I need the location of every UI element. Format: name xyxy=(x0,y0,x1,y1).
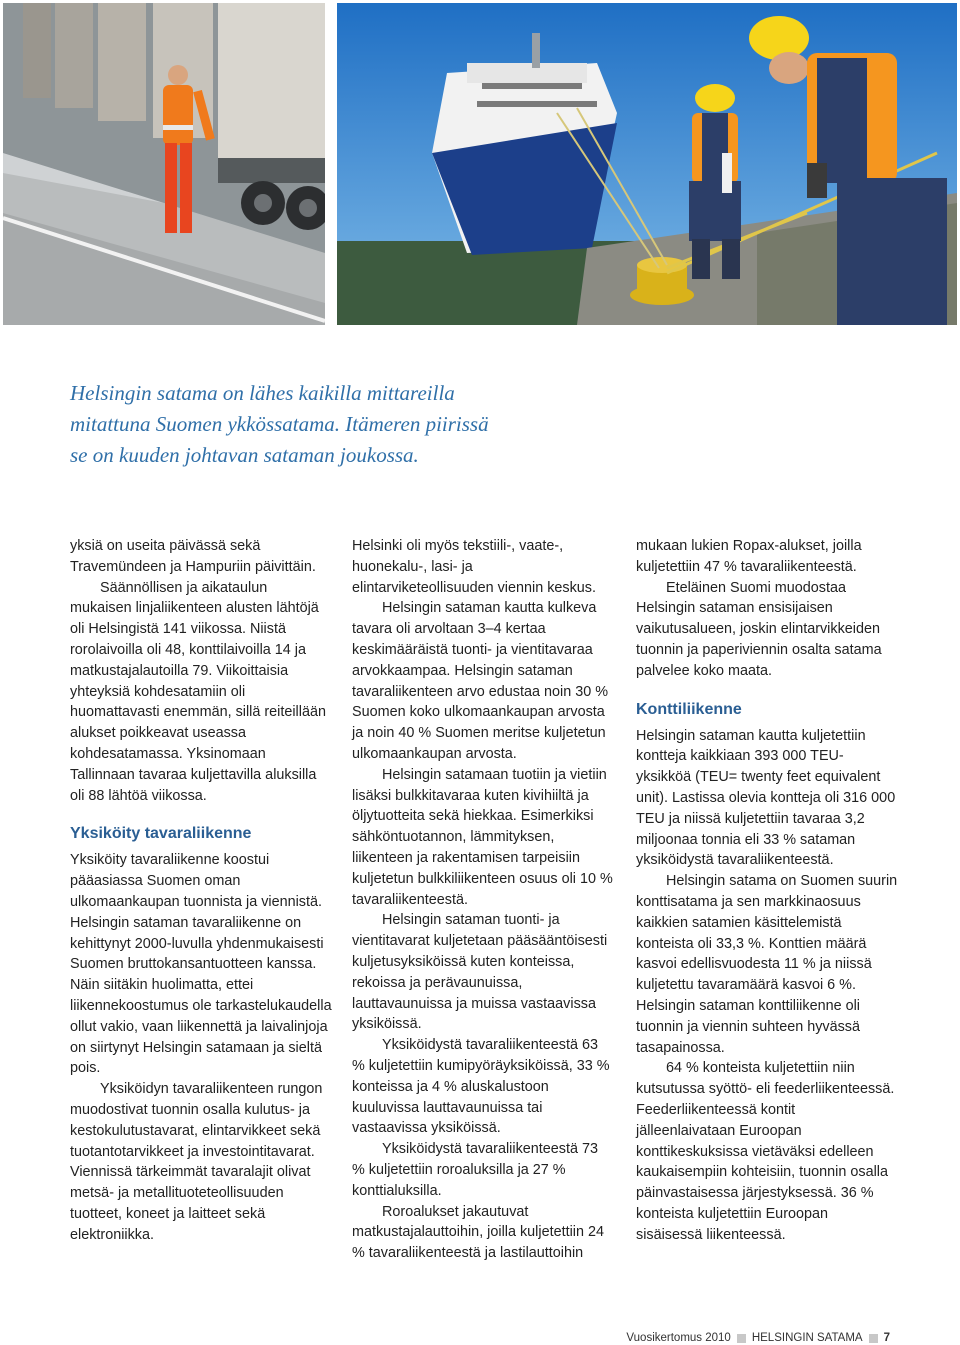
section-heading-konttiliikenne: Konttiliikenne xyxy=(636,700,742,718)
photo-ship-mooring xyxy=(337,3,957,325)
intro-line: Helsingin satama on lähes kaikilla mittareilla xyxy=(70,381,455,405)
paragraph: Helsinki oli myös tekstiili-, vaate-, huonekalu-, lasi- ja elintarviketeollisuuden viennin keskus. xyxy=(352,538,596,596)
paragraph: Helsingin sataman kautta kuljetettiin kontteja kaikkiaan 393 000 TEU-yksikköä (TEU= twenty feet equivalent unit). Lastissa olevia kontteja oli 316 000 TEU ja niissä kuljetettiin tavaraa 3,2 miljoonaa tonnia eli 33 % sataman yksiköidystä tavaraliikenteestä. xyxy=(636,727,896,869)
text-column-2 xyxy=(352,536,614,1264)
text-column-1 xyxy=(70,536,332,1246)
paragraph: Säännöllisen ja aikataulun mukaisen linjaliikenteen alusten lähtöjä oli Helsingistä 141 viikossa. Niistä rorolaivoilla oli 48, konttilaivoilla 14 ja matkustajalautoilla 79. Viikoittaisia yhteyksiä kohdesatamiin oli huomattavasti enemmän, sillä reiteillään alukset poikkeavat useassa kohdesatamassa. Yksinomaan Tallinnaan tavaraa kuljettavilla aluksilla oli 88 lähtöä viikossa. xyxy=(70,579,326,804)
paragraph: Yksiköity tavaraliikenne koostui pääasiassa Suomen oman ulkomaankaupan tuonnista ja viennistä. Helsingin sataman tavaraliikenne on kehittynyt 2000-luvulla yhdenmukaisesti Suomen bruttokansantuotteen kanssa. Näin siitäkin huolimatta, ettei liikennekoostumus ole tarkastelukaudella ollut vakio, vaan liikennettä ja laivalinjoja on siirtynyt Helsingin satamaan ja sieltä pois. xyxy=(70,852,332,1077)
text-column-3 xyxy=(636,536,898,1246)
intro-lead xyxy=(70,378,630,471)
paragraph: Helsingin sataman tuonti- ja vientitavarat kuljetetaan pääsääntöisesti kuljetusyksiköissä kuten konteissa, rekoissa ja perävaunuissa, lauttavaunuissa ja muissa vastaavissa yksiköissä. xyxy=(352,912,608,1033)
paragraph: Yksiköidystä tavaraliikenteestä 73 % kuljetettiin roroaluksilla ja 27 % konttialuksilla. xyxy=(352,1141,598,1199)
section-heading-yksikoity: Yksiköity tavaraliikenne xyxy=(70,825,252,843)
paragraph: Roroalukset jakautuvat matkustajalauttoihin, joilla kuljetettiin 24 % tavaraliikenteestä ja lastilauttoihin xyxy=(352,1203,604,1262)
paragraph: Yksiköidyn tavaraliikenteen rungon muodostivat tuonnin osalla kulutus- ja kestokulutustavarat, elintarvikkeet sekä tuotantotarvikkeet ja investointitavarat. Viennissä tärkeimmät tavaralajit olivat metsä- ja metallituoteteollisuuden tuotteet, koneet ja laitteet sekä elektroniikka. xyxy=(70,1081,323,1243)
paragraph: 64 % konteista kuljetettiin niin kutsutussa syöttö- eli feederliikenteessä. Feederliikenteessä kontit jälleenlaivataan Euroopan konttikeskuksissa vietäväksi edelleen kaukaisempiin kohteisiin, tuonnin osalla päinvastaisessa järjestyksessä. 36 % konteista kuljetettiin Euroopan sisäisessä liikenteessä. xyxy=(636,1060,895,1243)
page-footer xyxy=(626,1331,890,1345)
intro-line: mitattuna Suomen ykkössatama. Itämeren piirissä xyxy=(70,412,489,436)
footer-report-title: Vuosikertomus 2010 xyxy=(626,1332,731,1344)
paragraph: Yksiköidystä tavaraliikenteestä 63 % kuljetettiin kumipyöräyksiköissä, 33 % konteissa ja 4 % aluskalustoon kuuluvissa lauttavaunuissa tai vastaavissa yksiköissä. xyxy=(352,1037,610,1137)
footer-org: HELSINGIN SATAMA xyxy=(751,1332,863,1344)
paragraph: Helsingin satama on Suomen suurin konttisatama ja sen markkinaosuus kaikkien satamien käsittelemistä konteista oli 33,3 %. Konttien määrä kasvoi edellisvuodesta 11 % ja niissä kuljetettu tavaramäärä kasvoi 6 %. Helsingin sataman konttiliikenne oli tuonnin ja viennin suhteen hyvässä tasapainossa. xyxy=(636,873,898,1056)
paragraph: Helsingin sataman kautta kulkeva tavara oli arvoltaan 3–4 kertaa keskimääräistä tuonti- ja vientitavaraa arvokkaampaa. Helsingin sataman tavaraliikenteen arvo edustaa noin 30 % Suomen koko ulkomaankaupan arvosta ja noin 40 % Suomen meritse kuljetetun ulkomaankaupan arvosta. xyxy=(352,600,609,762)
footer-separator xyxy=(869,1334,878,1343)
page-number: 7 xyxy=(883,1332,890,1344)
intro-line: se on kuuden johtavan sataman joukossa. xyxy=(70,443,419,467)
paragraph: Eteläinen Suomi muodostaa Helsingin sataman ensisijaisen vaikutusalueen, joskin elintarvikkeiden tuonnin ja paperiviennin osalta satama palvelee koko maata. xyxy=(636,579,882,679)
photo-truck-worker xyxy=(3,3,325,325)
paragraph: mukaan lukien Ropax-alukset, joilla kuljetettiin 47 % tavaraliikenteestä. xyxy=(636,538,862,575)
paragraph: Helsingin satamaan tuotiin ja vietiin lisäksi bulkkitavaraa kuten kivihiiltä ja öljytuotteita sekä hiekkaa. Esimerkiksi sähköntuotannon, lämmityksen, liikenteen ja rakentamisen tarpeisiin kuljetetun bulkkiliikenteen osuus oli 10 % tavaraliikenteestä. xyxy=(352,766,613,908)
footer-separator xyxy=(737,1334,746,1343)
paragraph: yksiä on useita päivässä sekä Travemündeen ja Hampuriin päivittäin. xyxy=(70,538,316,575)
